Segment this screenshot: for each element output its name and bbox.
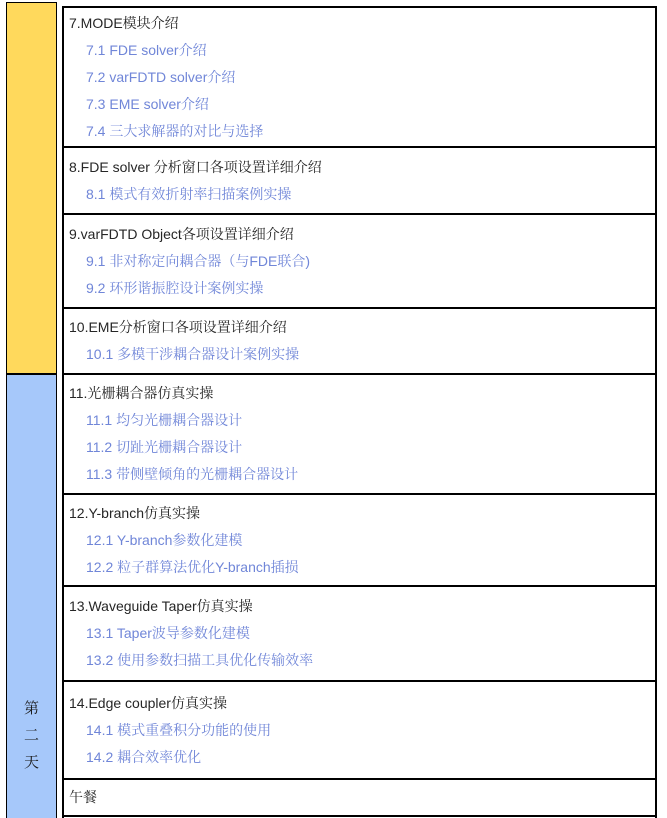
section-item: 10.1 多模干涉耦合器设计案例实操: [86, 346, 300, 362]
schedule-section: [64, 587, 655, 682]
section-title: 8.FDE solver 分析窗口各项设置详细介绍: [69, 158, 322, 175]
section-item: 13.2 使用参数扫描工具优化传输效率: [86, 652, 314, 668]
section-item: 7.2 varFDTD solver介绍: [86, 68, 236, 85]
day1-color-cell: [6, 2, 57, 374]
day-column: [6, 2, 57, 818]
section-title: 12.Y-branch仿真实操: [69, 504, 200, 521]
section-title: 9.varFDTD Object各项设置详细介绍: [69, 225, 294, 242]
section-item: 11.3 带侧壁倾角的光栅耦合器设计: [86, 466, 299, 482]
section-item: 8.1 模式有效折射率扫描案例实操: [86, 185, 292, 202]
schedule-section: [64, 682, 655, 780]
schedule-section: [64, 309, 655, 375]
section-item: 13.1 Taper波导参数化建模: [86, 625, 250, 641]
schedule-section: [64, 8, 655, 148]
section-item: 9.1 非对称定向耦合器（与FDE联合): [86, 252, 311, 269]
section-title: 11.光栅耦合器仿真实操: [69, 385, 214, 401]
section-item: 14.2 耦合效率优化: [86, 748, 202, 765]
day2-color-cell: [6, 374, 57, 818]
section-title: 10.EME分析窗口各项设置详细介绍: [69, 319, 287, 335]
schedule-table: [62, 6, 657, 818]
section-item: 7.3 EME solver介绍: [86, 95, 209, 112]
day2-label: 第 二 天: [23, 700, 39, 771]
section-item: 11.1 均匀光栅耦合器设计: [86, 412, 243, 428]
schedule-section: [64, 148, 655, 215]
section-title: 13.Waveguide Taper仿真实操: [69, 598, 253, 614]
section-item: 12.2 粒子群算法优化Y-branch插损: [86, 558, 299, 575]
section-item: 7.1 FDE solver介绍: [86, 41, 207, 58]
section-title: 14.Edge coupler仿真实操: [69, 694, 227, 711]
section-item: 12.1 Y-branch参数化建模: [86, 531, 243, 548]
schedule-section: [64, 215, 655, 309]
lunch-row: [64, 780, 655, 817]
lunch-label: 午餐: [69, 789, 97, 805]
schedule-section: [64, 495, 655, 587]
section-item: 9.2 环形谐振腔设计案例实操: [86, 279, 264, 296]
section-item: 11.2 切趾光栅耦合器设计: [86, 439, 243, 455]
section-item: 7.4 三大求解器的对比与选择: [86, 122, 264, 139]
section-item: 14.1 模式重叠积分功能的使用: [86, 721, 272, 738]
schedule-section: [64, 375, 655, 495]
section-title: 7.MODE模块介绍: [69, 14, 179, 31]
